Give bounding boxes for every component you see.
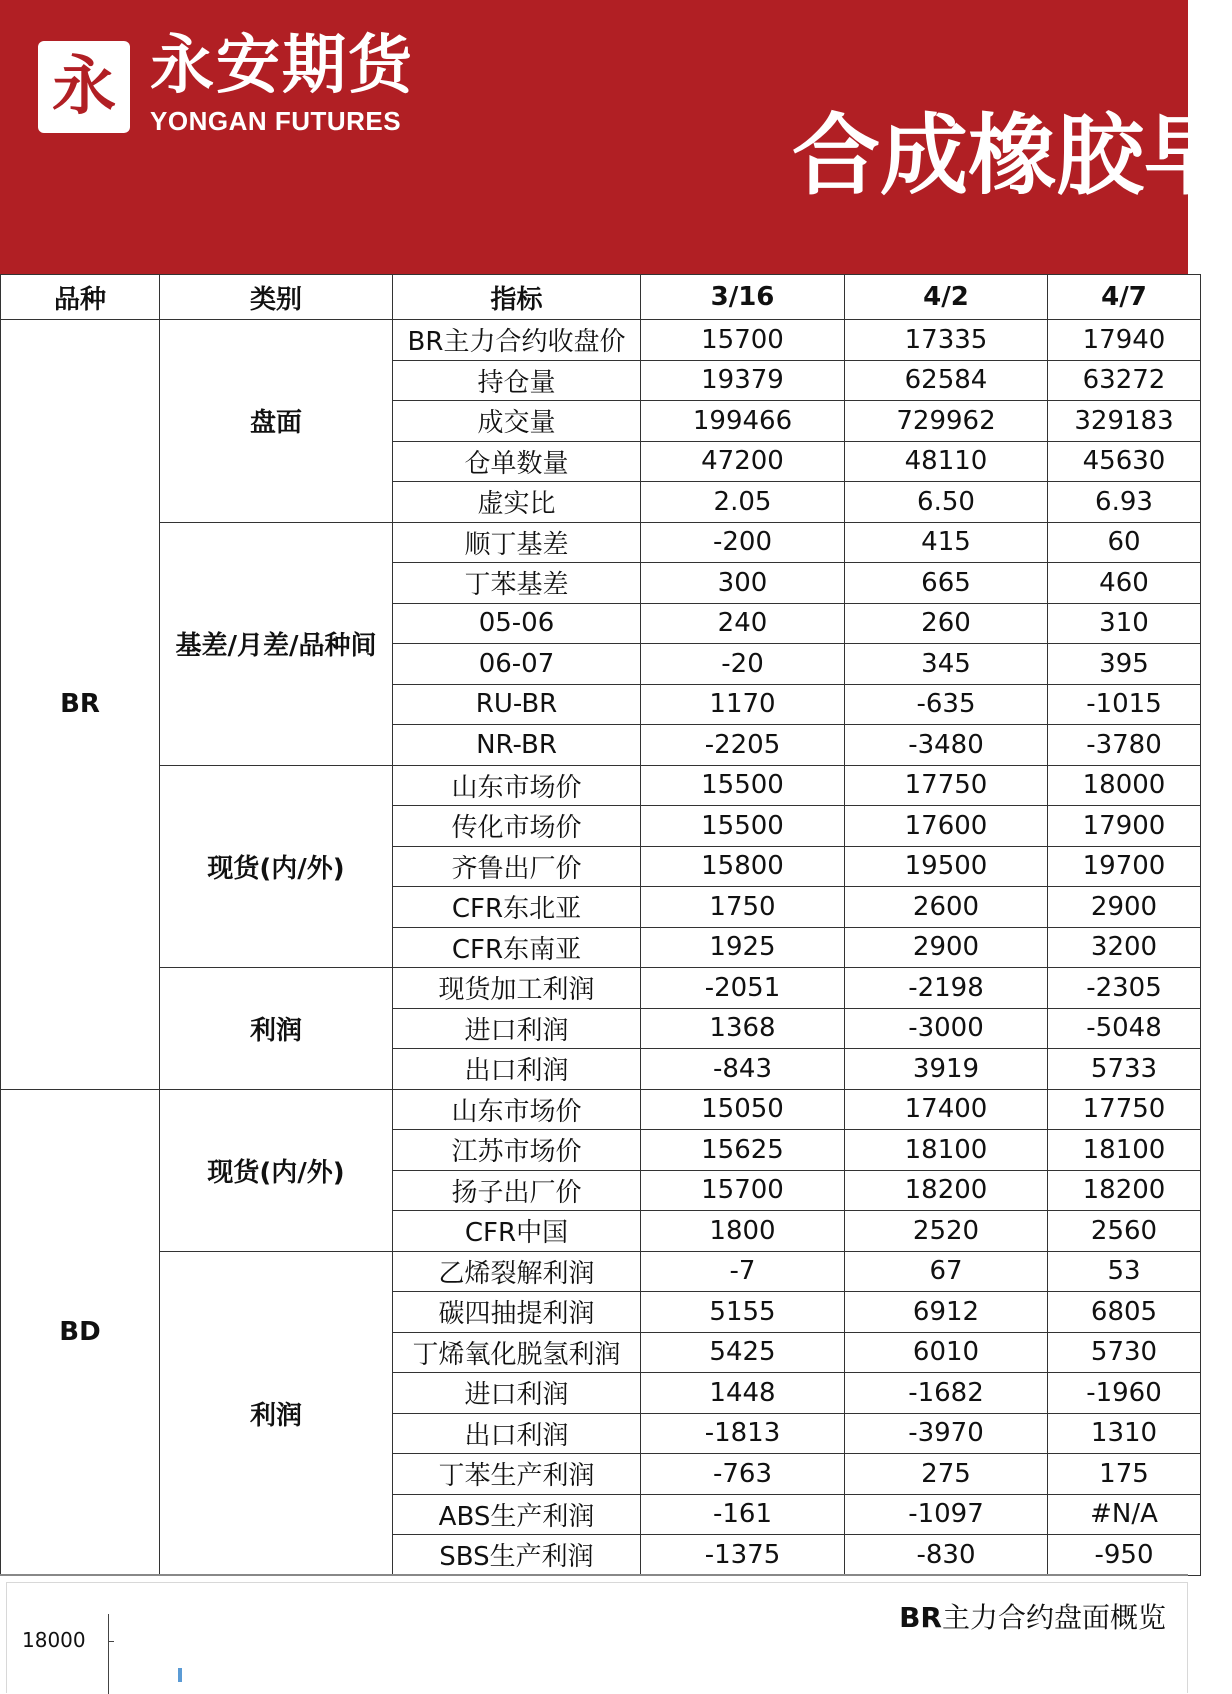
chart-y-tick-label: 18000 [22,1628,86,1652]
value-cell: 2.05 [641,482,845,523]
table-row [1,1089,1201,1130]
value-cell: -1375 [641,1535,845,1576]
table-row [1,1251,1201,1292]
value-cell: 3919 [845,1049,1048,1090]
value-cell: 5730 [1048,1332,1201,1373]
value-cell: 53 [1048,1251,1201,1292]
indicator-cell: CFR中国 [393,1211,641,1252]
value-cell: 175 [1048,1454,1201,1495]
table-row [1,320,1201,361]
value-cell: 47200 [641,441,845,482]
value-cell: 2900 [845,927,1048,968]
value-cell: 6805 [1048,1292,1201,1333]
value-cell: -20 [641,644,845,685]
value-cell: -3480 [845,725,1048,766]
value-cell: 6010 [845,1332,1048,1373]
indicator-cell: ABS生产利润 [393,1494,641,1535]
value-cell: 18000 [1048,765,1201,806]
indicator-cell: 虚实比 [393,482,641,523]
value-cell: 15700 [641,1170,845,1211]
value-cell: -1960 [1048,1373,1201,1414]
value-cell: 3200 [1048,927,1201,968]
value-cell: -161 [641,1494,845,1535]
indicator-cell: 出口利润 [393,1049,641,1090]
chart-title-text: 主力合约盘面概览 [941,1601,1166,1634]
value-cell: 665 [845,563,1048,604]
indicator-cell: 齐鲁出厂价 [393,846,641,887]
value-cell: 729962 [845,401,1048,442]
indicator-cell: 碳四抽提利润 [393,1292,641,1333]
category-cell: 基差/月差/品种间 [160,522,393,765]
category-cell: 现货(内/外) [160,1089,393,1251]
value-cell: 19379 [641,360,845,401]
indicator-cell: BR主力合约收盘价 [393,320,641,361]
category-cell: 利润 [160,968,393,1090]
value-cell: -5048 [1048,1008,1201,1049]
value-cell: -830 [845,1535,1048,1576]
indicator-cell: 丁烯氧化脱氢利润 [393,1332,641,1373]
indicator-cell: NR-BR [393,725,641,766]
value-cell: 415 [845,522,1048,563]
value-cell: 6.50 [845,482,1048,523]
value-cell: 48110 [845,441,1048,482]
value-cell: -3970 [845,1413,1048,1454]
value-cell: -1097 [845,1494,1048,1535]
indicator-table [0,274,1201,1576]
value-cell: 18200 [845,1170,1048,1211]
value-cell: 63272 [1048,360,1201,401]
report-header [0,0,1232,274]
value-cell: 15800 [641,846,845,887]
value-cell: -1682 [845,1373,1048,1414]
value-cell: -763 [641,1454,845,1495]
logo-glyph: 永 [52,50,116,124]
value-cell: -1813 [641,1413,845,1454]
value-cell: -1015 [1048,684,1201,725]
header-date: 4/2 [845,275,1048,320]
indicator-cell: 山东市场价 [393,765,641,806]
value-cell: 17750 [1048,1089,1201,1130]
variety-cell: BD [1,1089,160,1575]
value-cell: 17335 [845,320,1048,361]
header-date: 3/16 [641,275,845,320]
indicator-cell: CFR东北亚 [393,887,641,928]
indicator-cell: 丁苯基差 [393,563,641,604]
chart-y-tick [108,1641,114,1642]
brand-name-cn: 永安期货 [150,29,414,103]
value-cell: -635 [845,684,1048,725]
value-cell: 6912 [845,1292,1048,1333]
value-cell: -7 [641,1251,845,1292]
value-cell: 395 [1048,644,1201,685]
value-cell: 19500 [845,846,1048,887]
value-cell: 6.93 [1048,482,1201,523]
value-cell: 310 [1048,603,1201,644]
value-cell: 15700 [641,320,845,361]
value-cell: 15500 [641,765,845,806]
indicator-cell: 出口利润 [393,1413,641,1454]
value-cell: 2520 [845,1211,1048,1252]
value-cell: 199466 [641,401,845,442]
value-cell: 1750 [641,887,845,928]
chart-title [899,1596,1166,1636]
table-row [1,968,1201,1009]
value-cell: 1800 [641,1211,845,1252]
value-cell: #N/A [1048,1494,1201,1535]
value-cell: 17940 [1048,320,1201,361]
value-cell: 60 [1048,522,1201,563]
value-cell: 260 [845,603,1048,644]
chart-series-line [178,1668,182,1682]
value-cell: 45630 [1048,441,1201,482]
brand-logo-icon [38,41,130,133]
value-cell: 2900 [1048,887,1201,928]
header-variety: 品种 [1,275,160,320]
brand-name-en: YONGAN FUTURES [150,106,402,136]
value-cell: 5733 [1048,1049,1201,1090]
indicator-cell: 成交量 [393,401,641,442]
header-indicator: 指标 [393,275,641,320]
chart-title-code: BR [899,1601,942,1634]
value-cell: 17900 [1048,806,1201,847]
indicator-cell: 持仓量 [393,360,641,401]
value-cell: 18100 [1048,1130,1201,1171]
value-cell: -843 [641,1049,845,1090]
table-row [1,522,1201,563]
indicator-cell: SBS生产利润 [393,1535,641,1576]
value-cell: 460 [1048,563,1201,604]
value-cell: 18200 [1048,1170,1201,1211]
value-cell: -2305 [1048,968,1201,1009]
chart-preview [0,1574,1188,1682]
indicator-cell: 进口利润 [393,1008,641,1049]
value-cell: -2051 [641,968,845,1009]
indicator-cell: 仓单数量 [393,441,641,482]
value-cell: 17600 [845,806,1048,847]
value-cell: 15050 [641,1089,845,1130]
category-cell: 现货(内/外) [160,765,393,968]
table-header-row [1,275,1201,320]
value-cell: -3000 [845,1008,1048,1049]
indicator-cell: 进口利润 [393,1373,641,1414]
value-cell: 300 [641,563,845,604]
table-body [1,320,1201,1576]
value-cell: 62584 [845,360,1048,401]
value-cell: 1310 [1048,1413,1201,1454]
value-cell: 240 [641,603,845,644]
value-cell: -3780 [1048,725,1201,766]
value-cell: 15500 [641,806,845,847]
value-cell: 17750 [845,765,1048,806]
value-cell: -2198 [845,968,1048,1009]
indicator-cell: 06-07 [393,644,641,685]
category-cell: 利润 [160,1251,393,1575]
value-cell: -950 [1048,1535,1201,1576]
value-cell: 275 [845,1454,1048,1495]
value-cell: 1170 [641,684,845,725]
indicator-cell: 05-06 [393,603,641,644]
indicator-cell: 山东市场价 [393,1089,641,1130]
value-cell: 345 [845,644,1048,685]
value-cell: 18100 [845,1130,1048,1171]
header-date: 4/7 [1048,275,1201,320]
chart-y-axis [108,1614,109,1694]
indicator-cell: 江苏市场价 [393,1130,641,1171]
indicator-cell: RU-BR [393,684,641,725]
report-title: 合成橡胶早 [792,104,1232,207]
indicator-cell: 乙烯裂解利润 [393,1251,641,1292]
value-cell: 2560 [1048,1211,1201,1252]
indicator-cell: 传化市场价 [393,806,641,847]
value-cell: 5155 [641,1292,845,1333]
indicator-cell: 顺丁基差 [393,522,641,563]
table-row [1,765,1201,806]
value-cell: 15625 [641,1130,845,1171]
value-cell: 2600 [845,887,1048,928]
value-cell: -2205 [641,725,845,766]
header-category: 类别 [160,275,393,320]
value-cell: 1448 [641,1373,845,1414]
value-cell: 1925 [641,927,845,968]
indicator-cell: 现货加工利润 [393,968,641,1009]
value-cell: -200 [641,522,845,563]
value-cell: 19700 [1048,846,1201,887]
value-cell: 1368 [641,1008,845,1049]
category-cell: 盘面 [160,320,393,523]
value-cell: 17400 [845,1089,1048,1130]
value-cell: 67 [845,1251,1048,1292]
indicator-cell: 丁苯生产利润 [393,1454,641,1495]
value-cell: 5425 [641,1332,845,1373]
indicator-cell: 扬子出厂价 [393,1170,641,1211]
indicator-cell: CFR东南亚 [393,927,641,968]
value-cell: 329183 [1048,401,1201,442]
variety-cell: BR [1,320,160,1090]
